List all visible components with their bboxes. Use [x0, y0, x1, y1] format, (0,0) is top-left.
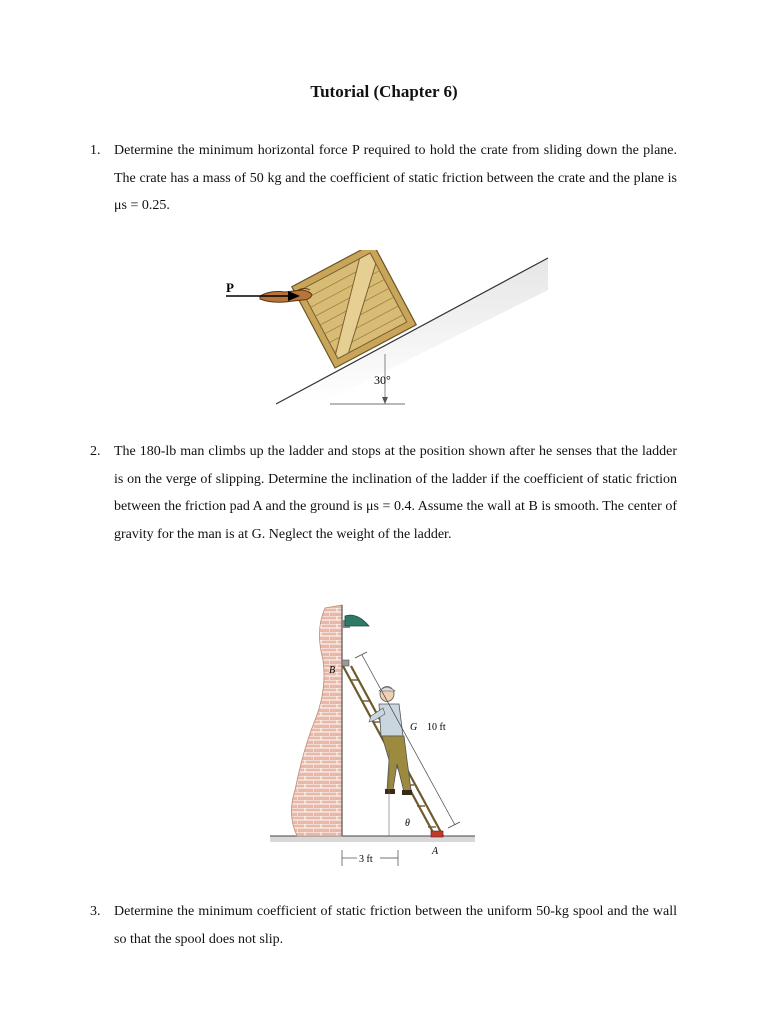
- length-label: 10 ft: [427, 722, 446, 733]
- label-theta: θ: [405, 818, 410, 829]
- brick-wall: [291, 605, 342, 836]
- question-2: [90, 438, 677, 548]
- question-text: Determine the minimum coefficient of static friction between the uniform 50-kg spool and the wall so that the spool does not slip.: [114, 904, 677, 947]
- page-title: Tutorial (Chapter 6): [310, 82, 458, 101]
- question-1: [90, 137, 677, 220]
- angle-arrowhead: [382, 397, 388, 404]
- label-b: B: [329, 665, 336, 676]
- question-number: 2.: [90, 444, 101, 459]
- man-figure: [369, 687, 412, 796]
- wall-lamp-icon: [342, 615, 369, 628]
- force-label: P: [226, 280, 234, 295]
- question-3: [90, 898, 677, 953]
- base-label: 3 ft: [359, 854, 373, 865]
- angle-label: 30°: [374, 373, 391, 387]
- label-g: G: [410, 722, 418, 733]
- crate-on-incline-figure: [210, 250, 555, 415]
- friction-pad-a: [431, 831, 443, 837]
- support-b: [342, 660, 349, 666]
- question-text: Determine the minimum horizontal force P required to hold the crate from sliding down the plane. The crate has a mass of 50 kg and the coefficient of static friction between the crate and the plane is μs = 0.25.: [114, 143, 677, 213]
- ladder-figure: [265, 600, 480, 875]
- question-text: The 180-lb man climbs up the ladder and stops at the position shown after he senses that the ladder is on the verge of slipping. Determine the inclination of the ladder if the coefficient of static friction between the friction pad A and the ground is μs = 0.4. Assume the wall at B is smooth. The center of gravity for the man is at G. Neglect the weight of the ladder.: [114, 444, 677, 542]
- question-number: 1.: [90, 143, 101, 158]
- question-number: 3.: [90, 904, 101, 919]
- ground: [270, 836, 475, 842]
- length-dimension-line: [362, 655, 455, 825]
- label-a: A: [432, 846, 439, 857]
